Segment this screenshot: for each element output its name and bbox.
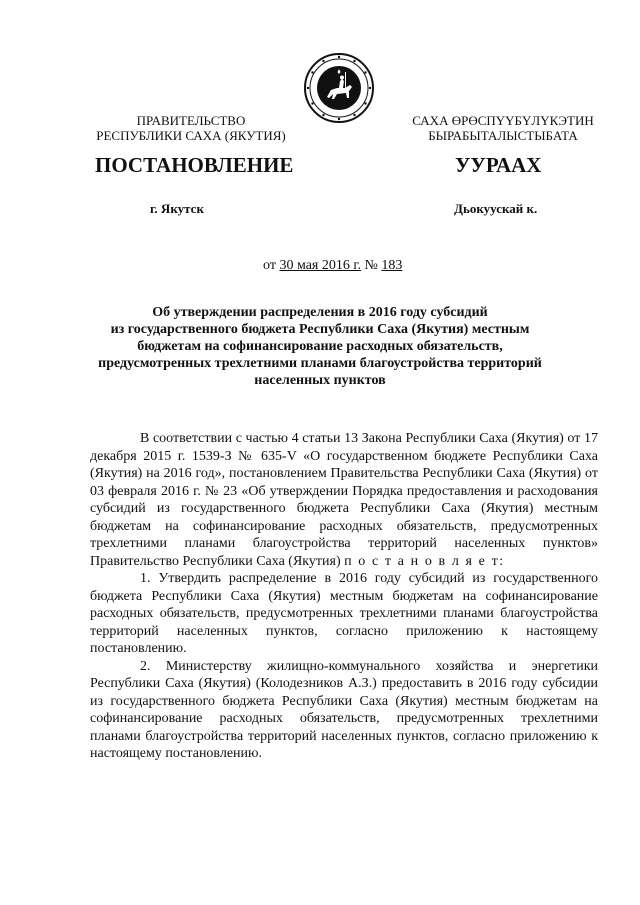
government-name-sah [392, 113, 614, 143]
preamble-text: В соответствии с частью 4 статьи 13 Закона Республики Саха (Якутия) от 17 декабря 2015 г. 1539-З № 635-V «О государственном бюджете Республики Саха (Якутия) на 2016 год», постановлением Правительства Республики Саха (Якутия) от 03 февраля 2016 г. № 23 «Об утверждении Порядка предоставления и расходования субсидий из государственного бюджета Республики Саха (Якутия) местным бюджетам на софинансирование расходных обязательств, предусмотренных трехлетними планами благоустройства территорий населенных пунктов» Правительство Республики Саха (Якутия) [90, 431, 598, 569]
resolution-item-2: 2. Министерству жилищно-коммунального хозяйства и энергетики Республики Саха (Якутия) (Колодезников А.З.) предоставить в 2016 году субсидии из государственного бюджета Республики Саха (Якутия) местным бюджетам на софинансирование расходных обязательств, предусмотренных трехлетними планами благоустройства территорий населенных пунктов, согласно приложению к настоящему постановлению. [90, 658, 598, 761]
number-sign: № [364, 258, 378, 273]
government-name-ru-line1: ПРАВИТЕЛЬСТВО [136, 113, 246, 128]
date-prefix: от [263, 258, 276, 273]
document-number: 183 [381, 258, 403, 273]
document-type-sah: УУРААХ [455, 153, 542, 177]
city-ru: г. Якутск [150, 201, 204, 216]
document-subject [96, 304, 544, 389]
date-number-line [263, 258, 402, 274]
government-name-sah-line1: САХА ӨРӨСПҮҮБҮЛҮКЭТИН [412, 113, 594, 128]
city-sah: Дьокуускай к. [454, 201, 538, 216]
subject-line: Об утверждении распределения в 2016 году субсидий [152, 305, 488, 320]
document-date: 30 мая 2016 г. [279, 258, 362, 273]
government-name-ru-line2: РЕСПУБЛИКИ САХА (ЯКУТИЯ) [96, 128, 286, 143]
subject-line: населенных пунктов [254, 373, 386, 388]
government-name-sah-line2: БЫРАБЫТАЛЫСТЫБАТА [428, 128, 578, 143]
coat-of-arms-emblem [303, 52, 375, 124]
document-body [90, 430, 598, 763]
preamble-paragraph [90, 430, 598, 570]
subject-line: из государственного бюджета Республики Саха (Якутия) местным [110, 322, 530, 337]
document-type-ru: ПОСТАНОВЛЕНИЕ [95, 153, 294, 177]
emblem-icon [303, 52, 375, 124]
resolution-item-1: 1. Утвердить распределение в 2016 году субсидий из государственного бюджета Республики Саха (Якутия) местным бюджетам на софинансирование расходных обязательств, предусмотренных трехлетними планами благоустройства территорий населенных пунктов, согласно приложению к настоящему постановлению. [90, 571, 598, 656]
decree-word: п о с т а н о в л я е т: [344, 553, 505, 569]
government-name-ru [82, 113, 300, 143]
subject-line: предусмотренных трехлетними планами благоустройства территорий [98, 356, 542, 371]
subject-line: бюджетам на софинансирование расходных обязательств, [137, 339, 503, 354]
